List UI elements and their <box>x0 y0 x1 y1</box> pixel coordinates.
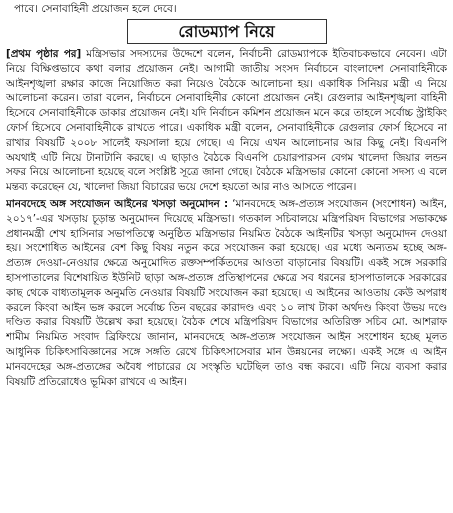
paragraph-organ-transplant-law <box>6 197 447 389</box>
paragraph-roadmap <box>6 47 447 195</box>
subheading-organ-transplant: মানবদেহে অঙ্গ সংযোজন আইনের খসড়া অনুমোদন : <box>6 197 229 210</box>
article-headline: রোডম্যাপ নিয়ে <box>127 19 327 44</box>
paragraph-roadmap-text: মন্ত্রিসভার সদস্যদের উদ্দেশে বলেন, নির্বাচনী রোডম্যাপকে ইতিবাচকভাবে নেবেন। এটা নিয়ে বিক্ষিপ্তভাবে কথা বলার প্রয়োজন নেই। আগামী জাতীয় সংসদ নির্বাচনে বাংলাদেশ সেনাবাহিনীকে আইনশৃঙ্খলা রক্ষার কাজে নিয়োজিত করা নিয়েও বৈঠকে আলোচনা হয়। একাধিক সিনিয়র মন্ত্রী এ নিয়ে আলোচনা করেন। তারা বলেন, নির্বাচনে সেনাবাহিনীর কোনো প্রয়োজন নেই। রেগুলার আইনশৃঙ্খলা বাহিনী হিসেবে সেনাবাহিনীকে ডাকার প্রয়োজন নেই। যদি নির্বাচন কমিশন প্রয়োজন মনে করে তাহলে সর্বোচ্চ স্ট্রাইকিং ফোর্স হিসেবে সেনাবাহিনীকে রাখতে পারে। একাধিক মন্ত্রী বলেন, সেনাবাহিনীকে রেগুলার ফোর্স হিসেবে না রাখার বিষয়টি ২০০৮ সালেই ফয়সালা হয়ে গেছে। এ নিয়ে এখন আলোচনার আর কিছু নেই। বিএনপি অযথাই এটি নিয়ে টানাটানি করছে। এ ছাড়াও বৈঠকে বিএনপি চেয়ারপারসন বেগম খালেদা জিয়ার লন্ডন সফর নিয়ে আলোচনা হয়েছে বলে সংশ্লিষ্ট সূত্রে জানা গেছে। বৈঠকে মন্ত্রিসভার কোনো কোনো সদস্য এ বলে মন্তব্য করেছেন যে, খালেদা জিয়া বিচারের ভয়ে দেশে হয়তো আর নাও আসতে পারেন। <box>6 48 447 194</box>
paragraph-organ-transplant-text: ‘মানবদেহে অঙ্গ-প্রত্যঙ্গ সংযোজন (সংশোধন) আইন, ২০১৭’-এর খসড়ায় চূড়ান্ত অনুমোদন দিয়েছে মন্ত্রিসভা। গতকাল সচিবালয়ে মন্ত্রিপরিষদ বিভাগের সভাকক্ষে প্রধানমন্ত্রী শেখ হাসিনার সভাপতিত্বে অনুষ্ঠিত মন্ত্রিসভার নিয়মিত বৈঠকে আইনটির খসড়া অনুমোদন দেওয়া হয়। সংশোধিত আইনের বেশ কিছু বিষয় নতুন করে সংযোজন করা হয়েছে। এর মধ্যে অন্যতম হচ্ছে অঙ্গ-প্রত্যঙ্গ দেওয়া-নেওয়ার ক্ষেত্রে অনুমোদিত রক্তসম্পর্কিতদের আওতা বাড়ানোর বিষয়টি। একই সঙ্গে সরকারি হাসপাতালের বিশেষায়িত ইউনিট ছাড়া অঙ্গ-প্রত্যঙ্গ প্রতিস্থাপনের ক্ষেত্রে সব ধরনের হাসপাতালকে সরকারের কাছ থেকে বাধ্যতামূলক অনুমতি নেওয়ার বিষয়টি সংযোজন করা হয়েছে। এ আইনের আওতায় কেউ অপরাধ করলে কিংবা আইন ভঙ্গ করলে সর্বোচ্চ তিন বছরের কারাদণ্ড এবং ১০ লাখ টাকা অর্থদণ্ড কিংবা উভয় দণ্ডে দণ্ডিত করার বিষয়টি উল্লেখ করা হয়েছে। বৈঠক শেষে মন্ত্রিপরিষদ বিভাগের অতিরিক্ত সচিব মো. আশরাফ শামীম নিয়মিত সংবাদ ব্রিফিংয়ে জানান, মানবদেহে অঙ্গ-প্রত্যঙ্গ সংযোজন আইন সংশোধন হচ্ছে মূলত আধুনিক চিকিৎসাবিজ্ঞানের সঙ্গে সঙ্গতি রেখে চিকিৎসাসেবার মান উন্নয়নের লক্ষ্যে। একই সঙ্গে এ আইন মানবদেহের অঙ্গ-প্রত্যঙ্গের অবৈধ পাচারের যে সংস্কৃতি ঘটেছিল তাও বন্ধ করবে। এটি নিয়ে ব্যবসা করার বিষয়টি প্রতিরোধেও ভূমিকা রাখবে এ আইন। <box>6 197 447 388</box>
article-body <box>6 47 447 389</box>
continuation-line: পাবে। সেনাবাহিনী প্রয়োজন হলে দেবে। <box>14 3 177 15</box>
first-page-continuation-label: [প্রথম পৃষ্ঠার পর] <box>6 48 82 60</box>
